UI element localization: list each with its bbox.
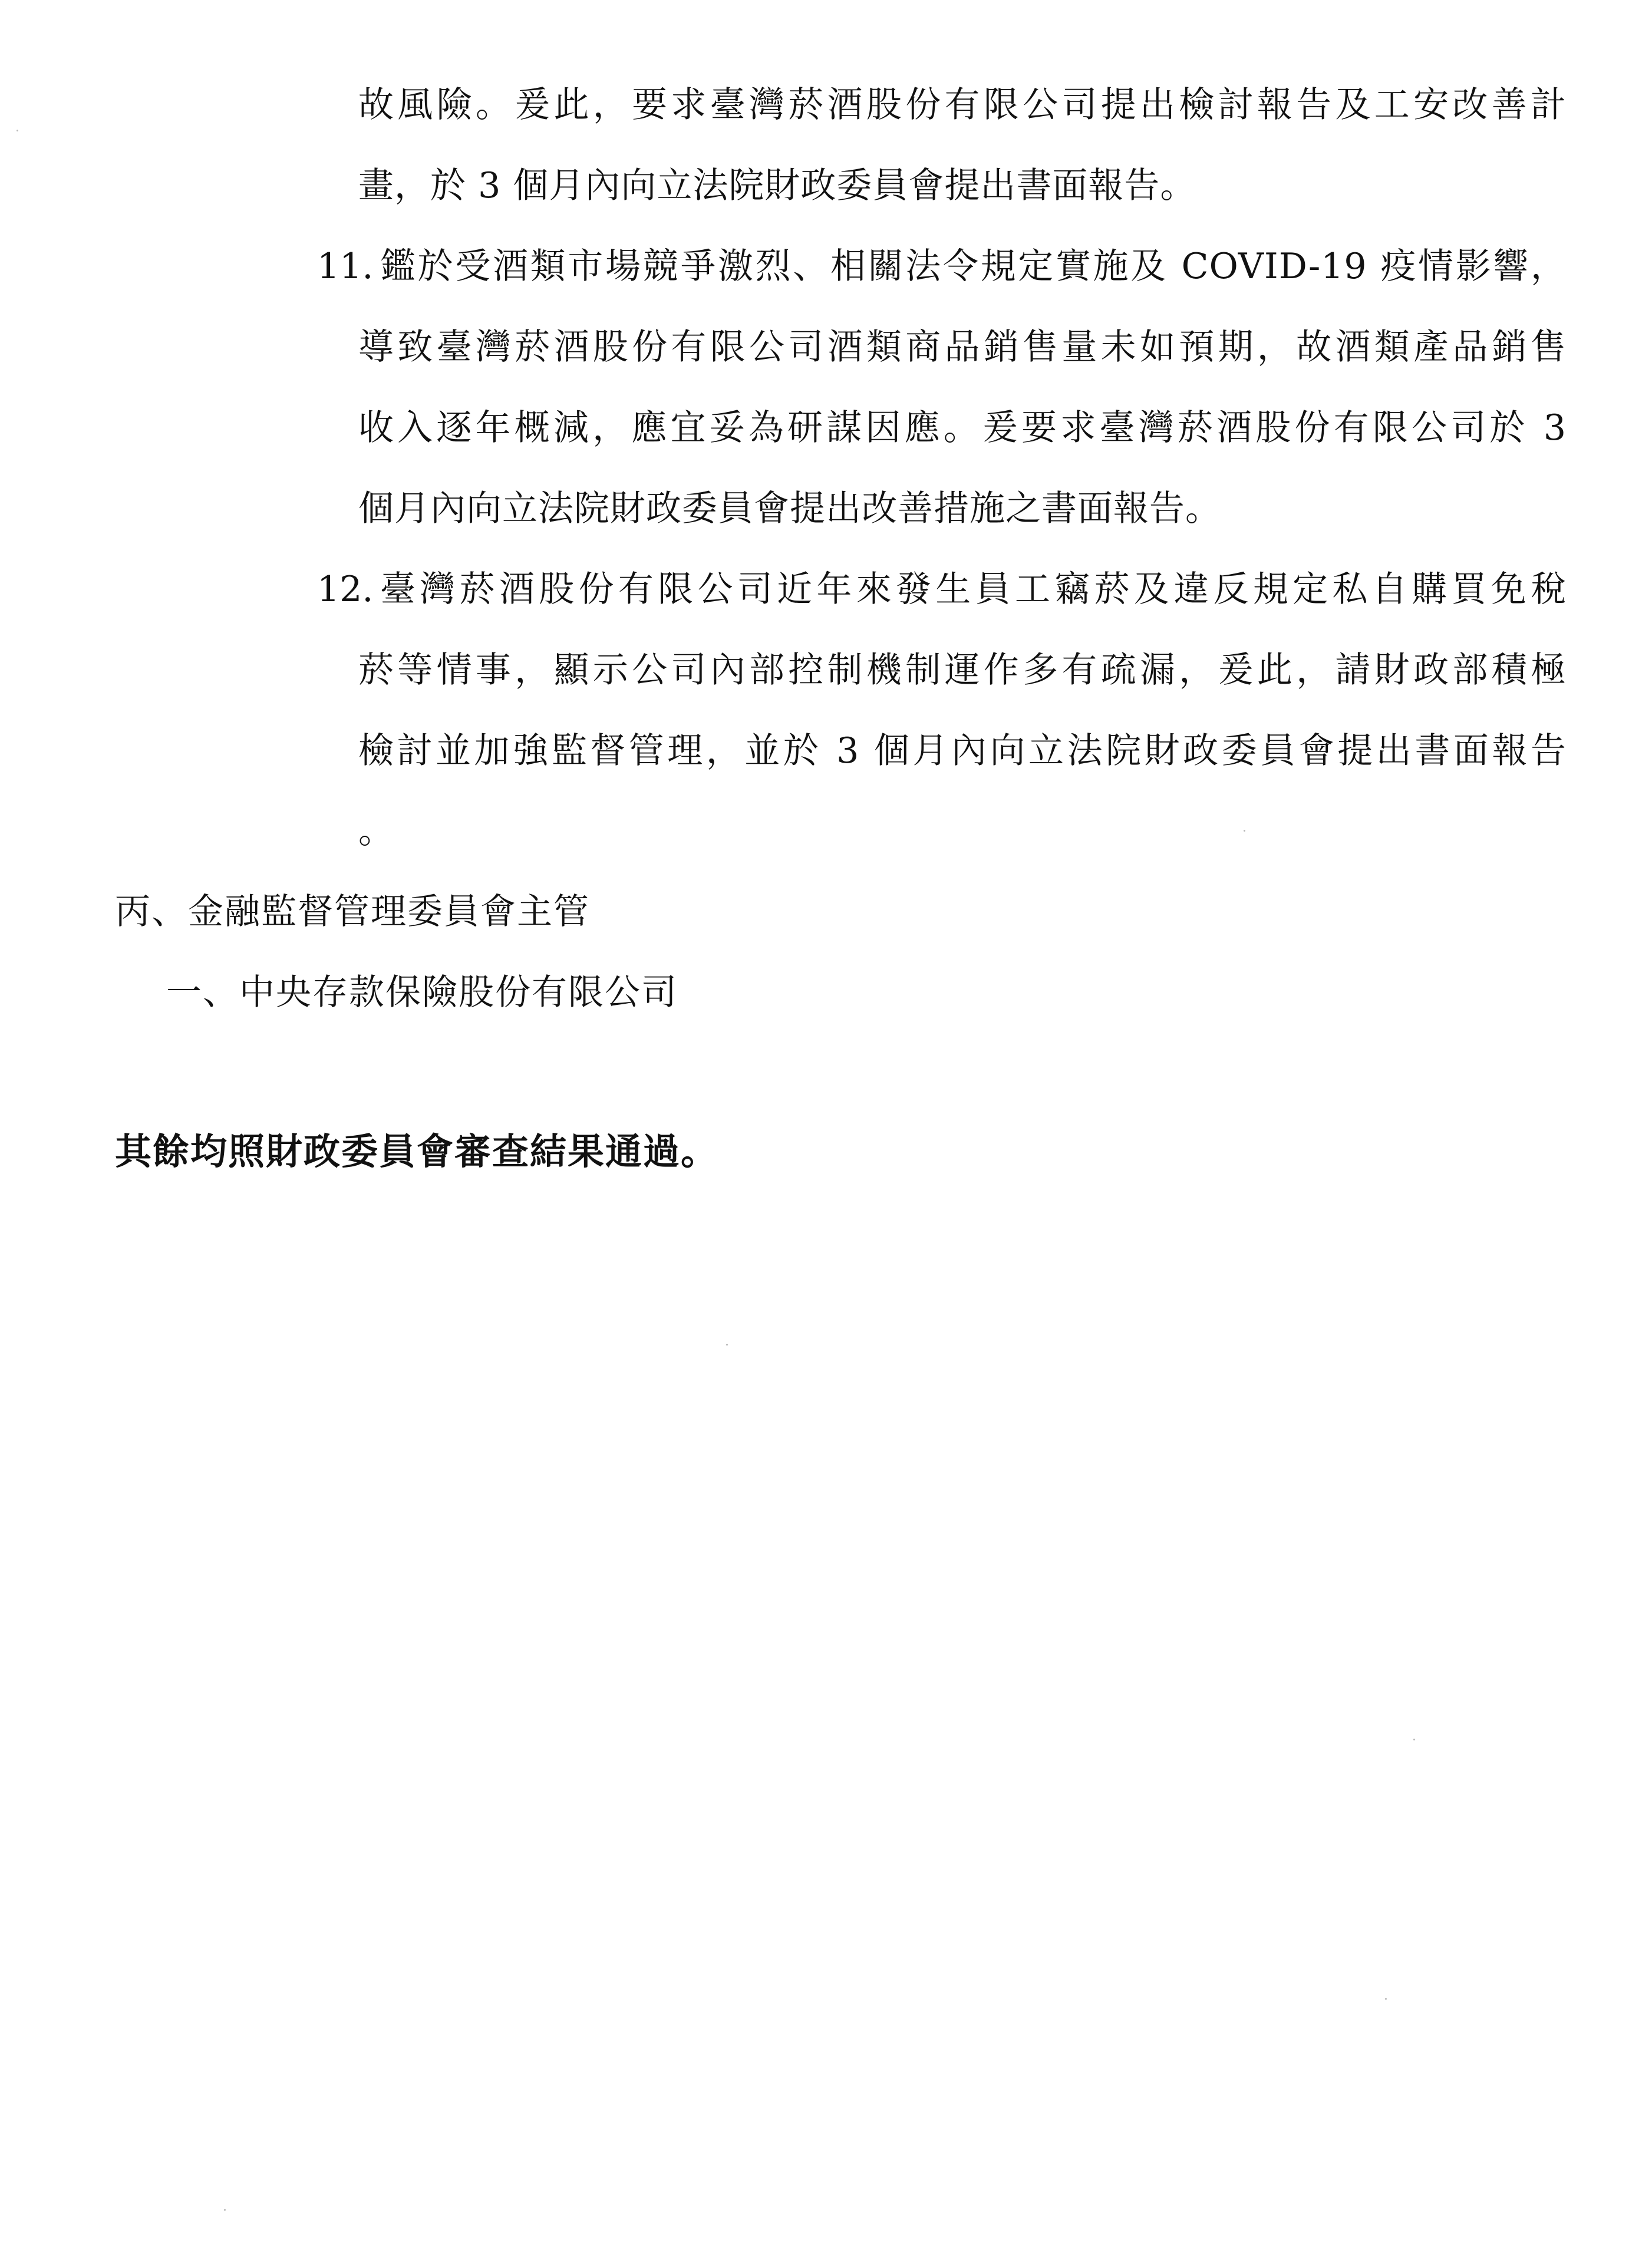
item-number-12: 12.: [317, 569, 374, 610]
item-12-line-4: 。: [358, 810, 394, 852]
scan-speck: [1385, 1998, 1387, 2000]
item-12-line-1: 臺灣菸酒股份有限公司近年來發生員工竊菸及違反規定私自購買免稅: [380, 569, 1567, 610]
item-12-line-3: 檢討並加強監督管理，並於 3 個月內向立法院財政委員會提出書面報告: [358, 730, 1567, 771]
item-11-line-3: 收入逐年概減，應宜妥為研謀因應。爰要求臺灣菸酒股份有限公司於 3: [358, 407, 1567, 449]
item-11-line-1: 鑑於受酒類市場競爭激烈、相關法令規定實施及 COVID-19 疫情影響，: [380, 246, 1567, 287]
item-11-line-4: 個月內向立法院財政委員會提出改善措施之書面報告。: [358, 488, 1221, 529]
section-heading: 丙、金融監督管理委員會主管: [115, 891, 590, 932]
scan-speck: [1244, 830, 1245, 832]
scan-speck: [224, 2209, 226, 2211]
scan-speck: [17, 130, 18, 131]
continuation-line-2: 畫，於 3 個月內向立法院財政委員會提出書面報告。: [358, 165, 1196, 206]
scan-speck: [726, 1344, 728, 1346]
continuation-line-1: 故風險。爰此，要求臺灣菸酒股份有限公司提出檢討報告及工安改善計: [358, 84, 1567, 126]
scan-speck: [1413, 1739, 1415, 1740]
subsection-heading: 一、中央存款保險股份有限公司: [166, 972, 678, 1013]
item-12-line-2: 菸等情事，顯示公司內部控制機制運作多有疏漏，爰此，請財政部積極: [358, 649, 1567, 691]
item-11-line-2: 導致臺灣菸酒股份有限公司酒類商品銷售量未如預期，故酒類產品銷售: [358, 327, 1567, 368]
item-number-11: 11.: [317, 246, 374, 287]
conclusion-statement: 其餘均照財政委員會審查結果通過。: [115, 1130, 719, 1173]
